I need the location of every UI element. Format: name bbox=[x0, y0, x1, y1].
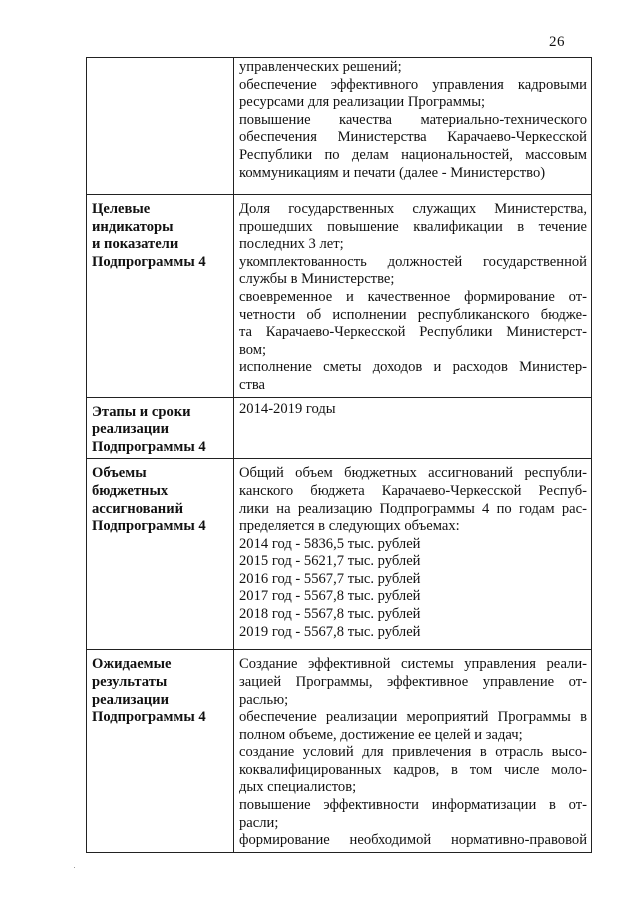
value-text-line: прошедших повышение квалификации в течение bbox=[239, 218, 587, 235]
row-value-budget-volumes bbox=[234, 459, 592, 650]
value-text-line: повышение качества материально-технического bbox=[239, 111, 587, 128]
row-label-budget-volumes bbox=[87, 459, 234, 650]
value-text-line: обеспечение реализации мероприятий Программы в bbox=[239, 709, 587, 726]
value-text-line: канского бюджета Карачаево-Черкесской Респуб- bbox=[239, 482, 587, 499]
row-label-text: Объемы бюджетных ассигнований Подпрограммы 4 bbox=[92, 465, 206, 535]
value-text-line: полном объеме, достижение ее целей и задач; bbox=[239, 726, 523, 743]
row-value-expected-results bbox=[234, 650, 592, 853]
value-text-line: укомплектованность должностей государственной bbox=[239, 253, 587, 270]
row-label-text bbox=[92, 59, 229, 64]
value-text-line: 2014-2019 годы bbox=[239, 400, 336, 417]
subprogram-passport-table bbox=[86, 57, 592, 853]
value-text-line: 2014 год - 5836,5 тыс. рублей bbox=[239, 535, 421, 552]
value-text-line: ства bbox=[239, 376, 266, 393]
value-text-line: Доля государственных служащих Министерства, bbox=[239, 201, 587, 217]
value-text-line: коквалифицированных кадров, в том числе моло- bbox=[239, 761, 587, 778]
table-row-expected-results bbox=[87, 650, 592, 853]
value-text-line: исполнение сметы доходов и расходов Министер- bbox=[239, 359, 587, 376]
value-text-line: 2015 год - 5621,7 тыс. рублей bbox=[239, 553, 421, 570]
value-text-line: своевременное и качественное формирование от- bbox=[239, 288, 587, 305]
value-text-line: Республики по делам национальностей, массовым bbox=[239, 146, 587, 163]
row-label-stages-and-terms bbox=[87, 397, 234, 459]
row-label-target-indicators bbox=[87, 195, 234, 398]
value-text-line: повышение эффективности информатизации в от- bbox=[239, 797, 587, 814]
value-text-line: лики на реализацию Подпрограммы 4 по годам рас- bbox=[239, 500, 587, 517]
value-text-line: 2019 год - 5567,8 тыс. рублей bbox=[239, 623, 421, 640]
value-text-line: последних 3 лет; bbox=[239, 236, 344, 253]
value-text-line: расли; bbox=[239, 814, 279, 831]
value-text-line: обеспечения Министерства Карачаево-Черкесской bbox=[239, 129, 587, 146]
value-text-line: службы в Министерстве; bbox=[239, 271, 395, 288]
value-text-line: та Карачаево-Черкесской Республики Министерст- bbox=[239, 324, 587, 341]
row-value-target-indicators bbox=[234, 195, 592, 398]
value-text-line: формирование необходимой нормативно-правовой bbox=[239, 832, 587, 849]
value-text-line: зацией Программы, эффективное управление от- bbox=[239, 673, 587, 690]
row-label-text: Ожидаемые результаты реализации Подпрограммы 4 bbox=[92, 656, 206, 726]
value-text-line: четности об исполнении республиканского бюдже- bbox=[239, 306, 587, 323]
value-text-line: ресурсами для реализации Программы; bbox=[239, 94, 486, 111]
table-row-budget-volumes bbox=[87, 459, 592, 650]
row-label-expected-results bbox=[87, 650, 234, 853]
value-text-line: управленческих решений; bbox=[239, 59, 402, 75]
page-number: 26 bbox=[549, 34, 565, 50]
row-value-stages-and-terms bbox=[234, 397, 592, 459]
value-text-line: дых специалистов; bbox=[239, 779, 357, 796]
value-text-line: 2018 год - 5567,8 тыс. рублей bbox=[239, 606, 421, 623]
value-text-line: коммуникациям и печати (далее - Министерство) bbox=[239, 164, 546, 181]
table-row-stages-and-terms bbox=[87, 397, 592, 459]
row-label-text: Этапы и сроки реализации Подпрограммы 4 bbox=[92, 403, 206, 455]
value-text-line: создание условий для привлечения в отрасль высо- bbox=[239, 744, 587, 761]
scan-speck bbox=[74, 867, 75, 868]
row-value-continued-tasks bbox=[234, 58, 592, 195]
value-text-line: обеспечение эффективного управления кадровыми bbox=[239, 76, 587, 93]
value-text-line: вом; bbox=[239, 341, 267, 358]
table-row-continued-goals bbox=[87, 58, 592, 195]
value-text-line: Создание эффективной системы управления реали- bbox=[239, 656, 587, 673]
value-text-line: Общий объем бюджетных ассигнований республи- bbox=[239, 465, 587, 482]
row-label-empty bbox=[87, 58, 234, 195]
value-text-line: раслью; bbox=[239, 691, 289, 708]
value-text-line: пределяется в следующих объемах: bbox=[239, 518, 460, 535]
row-label-text: Целевые индикаторы и показатели Подпрограммы 4 bbox=[92, 201, 206, 270]
table-row-target-indicators bbox=[87, 195, 592, 398]
value-text-line: 2016 год - 5567,7 тыс. рублей bbox=[239, 570, 421, 587]
value-text-line: 2017 год - 5567,8 тыс. рублей bbox=[239, 588, 421, 605]
